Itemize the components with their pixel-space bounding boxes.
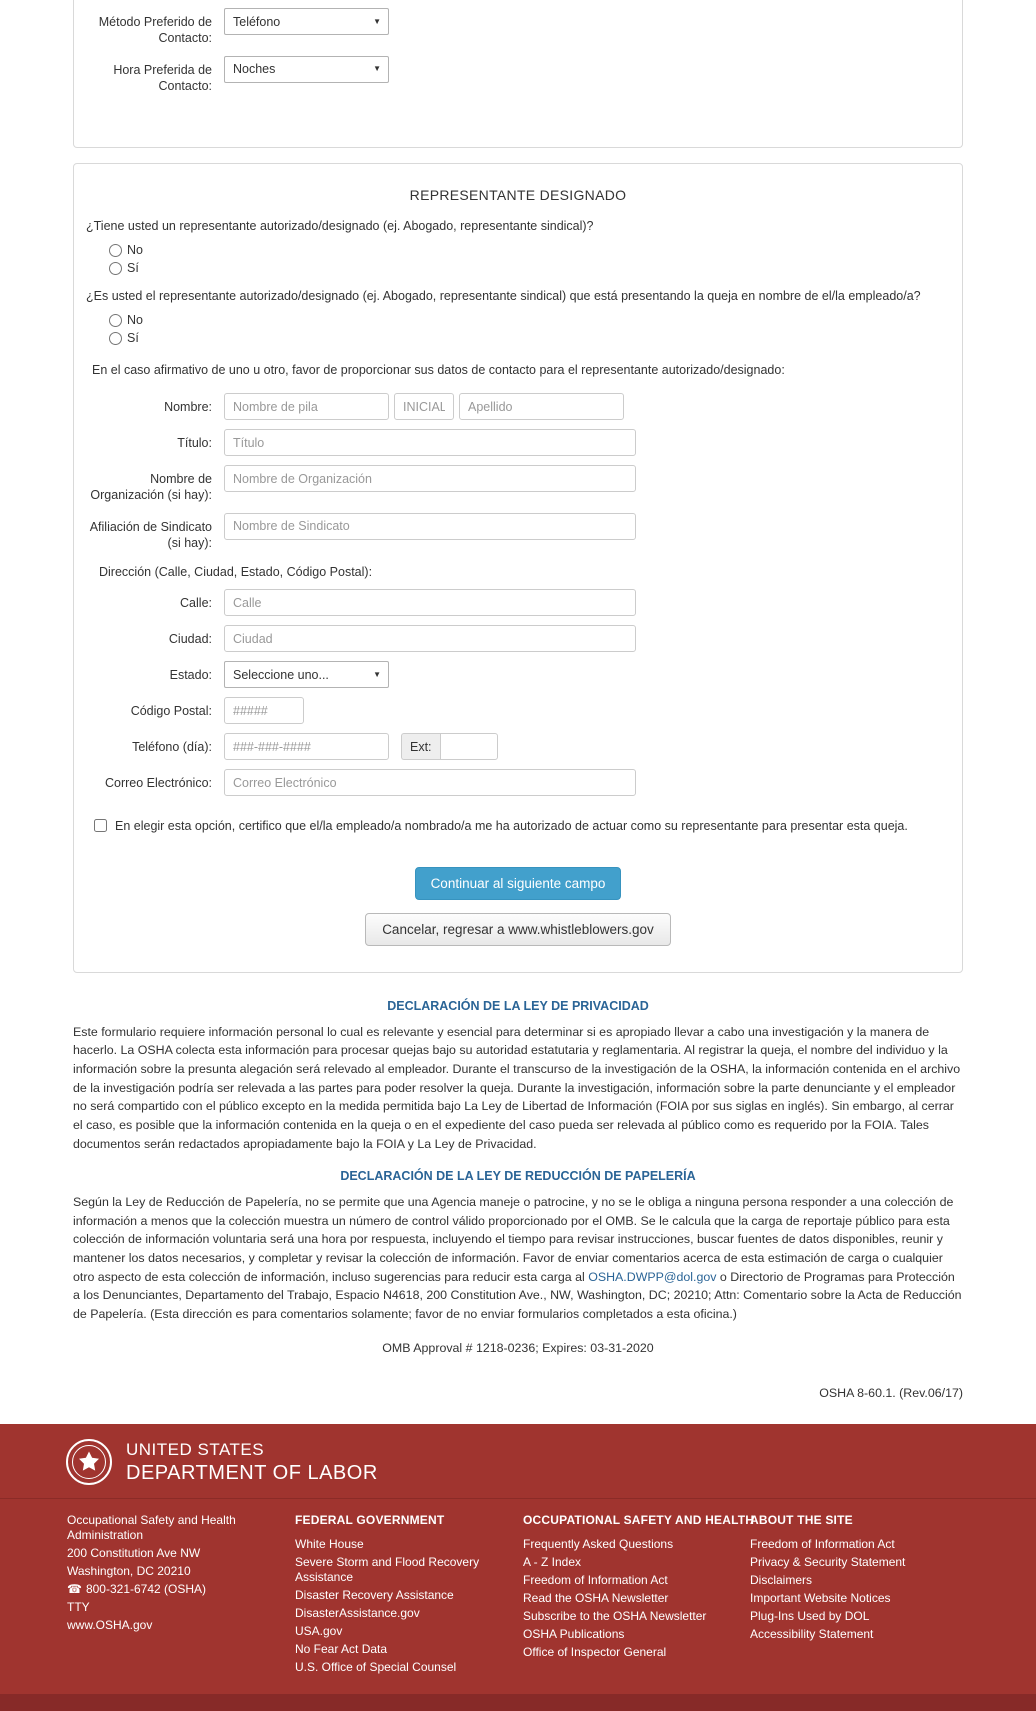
footer-link[interactable]: Disaster Recovery Assistance bbox=[295, 1588, 454, 1603]
first-name-input[interactable] bbox=[224, 393, 389, 420]
footer-tty-link[interactable]: TTY bbox=[67, 1600, 90, 1615]
phone-input[interactable] bbox=[224, 733, 389, 760]
q2-si-label: Sí bbox=[127, 331, 139, 345]
preferred-method-select[interactable] bbox=[224, 8, 389, 35]
union-label: Afiliación de Sindicato (si hay): bbox=[89, 519, 212, 550]
middle-initial-input[interactable] bbox=[394, 393, 454, 420]
footer-link[interactable]: Accessibility Statement bbox=[750, 1627, 874, 1642]
q1-si-radio[interactable] bbox=[109, 262, 122, 275]
footer-department-of-labor: DEPARTMENT OF LABOR bbox=[126, 1461, 378, 1484]
footer-link[interactable]: Plug-Ins Used by DOL bbox=[750, 1609, 870, 1624]
footer-link[interactable]: Freedom of Information Act bbox=[523, 1573, 668, 1588]
footer-link[interactable]: A - Z Index bbox=[523, 1555, 582, 1570]
footer-about-column bbox=[750, 1513, 965, 1678]
preferred-time-row bbox=[84, 56, 952, 95]
last-name-input[interactable] bbox=[459, 393, 624, 420]
title-label: Título: bbox=[177, 436, 212, 450]
phone-icon: ☎ bbox=[67, 1582, 82, 1597]
footer-links bbox=[0, 1499, 1036, 1694]
footer-osh-heading: OCCUPATIONAL SAFETY AND HEALTH bbox=[523, 1513, 755, 1528]
paperwork-act-heading: DECLARACIÓN DE LA LEY DE REDUCCIÓN DE PAPELERÍA bbox=[340, 1169, 696, 1184]
footer-link[interactable]: Privacy & Security Statement bbox=[750, 1555, 906, 1570]
preferred-time-value: Noches bbox=[233, 62, 276, 76]
footer-phone-number: 800-321-6742 (OSHA) bbox=[85, 1582, 207, 1597]
name-row bbox=[84, 393, 952, 420]
footer-city: Washington, DC 20210 bbox=[67, 1564, 191, 1579]
footer-link[interactable]: White House bbox=[295, 1537, 364, 1552]
footer-link[interactable]: USA.gov bbox=[295, 1624, 343, 1639]
footer-street: 200 Constitution Ave NW bbox=[67, 1546, 201, 1561]
zip-label: Código Postal: bbox=[130, 704, 212, 718]
q1-no-radio[interactable] bbox=[109, 244, 122, 257]
phone-label: Teléfono (día): bbox=[132, 740, 212, 754]
footer-link[interactable]: No Fear Act Data bbox=[295, 1642, 388, 1657]
q1-si-label: Sí bbox=[127, 261, 139, 275]
footer-address-column bbox=[67, 1513, 295, 1678]
footer-about-heading: ABOUT THE SITE bbox=[750, 1513, 853, 1528]
footer-link[interactable]: Freedom of Information Act bbox=[750, 1537, 895, 1552]
question-has-representative: ¿Tiene usted un representante autorizado/designado (ej. Abogado, representante sindical)? bbox=[86, 219, 594, 233]
q2-option-si[interactable] bbox=[109, 331, 952, 345]
union-row bbox=[84, 513, 952, 552]
city-label: Ciudad: bbox=[168, 632, 212, 646]
q2-no-radio[interactable] bbox=[109, 314, 122, 327]
footer-link[interactable]: OSHA Publications bbox=[523, 1627, 625, 1642]
street-input[interactable] bbox=[224, 589, 636, 616]
footer-link[interactable]: DisasterAssistance.gov bbox=[295, 1606, 420, 1621]
preferred-time-label: Hora Preferida de Contacto: bbox=[113, 62, 212, 93]
city-input[interactable] bbox=[224, 625, 636, 652]
footer-link[interactable]: Subscribe to the OSHA Newsletter bbox=[523, 1609, 707, 1624]
preferred-method-value: Teléfono bbox=[233, 14, 281, 29]
street-label: Calle: bbox=[180, 596, 212, 610]
email-input[interactable] bbox=[224, 769, 636, 796]
q2-no-label: No bbox=[127, 313, 143, 327]
continue-button[interactable]: Continuar al siguiente campo bbox=[415, 867, 622, 900]
footer-link[interactable]: Disclaimers bbox=[750, 1573, 813, 1588]
footer-link[interactable]: Read the OSHA Newsletter bbox=[523, 1591, 669, 1606]
q1-option-no[interactable] bbox=[109, 243, 952, 257]
zip-input[interactable] bbox=[224, 697, 304, 724]
union-input[interactable] bbox=[224, 513, 636, 540]
paperwork-body-before: Según la Ley de Reducción de Papelería, no se permite que una Agencia maneje o patrocine, y no se le obliga a ninguna persona responder a una colección de información a menos que la colección muestra un número de control válido proporcionado por el OMB. Se le calcula que la carga de reportaje público para esta colección de información voluntaria será una hora por respuesta, incluyendo el tiempo para revisar instrucciones, buscar fuentes de datos disponibles, reunir y mantener los datos necesarios, y completar y revisar la colección de información. Favor de enviar comentarios acerca de esta estimación de carga o cualquier otro aspecto de esta colección de información, incluso sugerencias para reducir esta carga al bbox=[73, 1195, 954, 1284]
q2-option-no[interactable] bbox=[109, 313, 952, 327]
email-row bbox=[84, 769, 952, 796]
certify-label: En elegir esta opción, certifico que el/la empleado/a nombrado/a me ha autorizado de actuar como su representante para presentar esta queja. bbox=[115, 819, 908, 833]
footer-united-states: UNITED STATES bbox=[126, 1439, 265, 1459]
organization-row bbox=[84, 465, 952, 504]
state-row bbox=[84, 661, 952, 688]
zip-row bbox=[84, 697, 952, 724]
state-label: Estado: bbox=[169, 668, 212, 682]
section-title: REPRESENTANTE DESIGNADO bbox=[409, 187, 627, 203]
cancel-button[interactable]: Cancelar, regresar a www.whistleblowers.gov bbox=[365, 913, 671, 946]
footer-link[interactable]: Important Website Notices bbox=[750, 1591, 891, 1606]
privacy-act-heading: DECLARACIÓN DE LA LEY DE PRIVACIDAD bbox=[387, 998, 649, 1013]
certify-checkbox[interactable] bbox=[94, 819, 107, 832]
footer-link[interactable]: Severe Storm and Flood Recovery Assistance bbox=[295, 1555, 480, 1585]
title-input[interactable] bbox=[224, 429, 636, 456]
dwpp-email-link[interactable]: OSHA.DWPP@dol.gov bbox=[588, 1269, 717, 1284]
q1-radio-group bbox=[109, 243, 952, 275]
q2-si-radio[interactable] bbox=[109, 332, 122, 345]
extension-label: Ext: bbox=[401, 733, 440, 760]
address-heading: Dirección (Calle, Ciudad, Estado, Código Postal): bbox=[99, 565, 373, 579]
preferred-method-label: Método Preferido de Contacto: bbox=[98, 15, 212, 46]
representative-instructions: En el caso afirmativo de uno u otro, favor de proporcionar sus datos de contacto para el representante autorizado/designado: bbox=[92, 363, 785, 377]
extension-group bbox=[401, 733, 498, 760]
extension-input[interactable] bbox=[440, 733, 498, 760]
footer-brand bbox=[0, 1424, 1036, 1499]
preferred-method-row bbox=[84, 8, 952, 47]
footer-osha-site-link[interactable]: www.OSHA.gov bbox=[67, 1618, 153, 1633]
street-row bbox=[84, 589, 952, 616]
footer-osh-column bbox=[523, 1513, 755, 1678]
footer-link[interactable]: Frequently Asked Questions bbox=[523, 1537, 674, 1552]
footer-org: Occupational Safety and Health Administration bbox=[67, 1513, 236, 1543]
footer-link[interactable]: Office of Inspector General bbox=[523, 1645, 667, 1660]
footer-federal-government-column bbox=[295, 1513, 523, 1678]
state-select-value: Seleccione uno... bbox=[233, 667, 329, 682]
q2-radio-group bbox=[109, 313, 952, 345]
privacy-act-body: Este formulario requiere información personal lo cual es relevante y esencial para determinar si es apropiado llevar a cabo una investigación y la manera de hacerlo. La OSHA colecta esta información para procesar quejas bajo su autoridad estatutaria y reglamentaria. Al registrar la queja, el nombre del individuo y la información sobre la presunta alegación será relevado al empleador. Durante el transcurso de la investigación de la OSHA, la información contenida en el archivo de la investigación podría ser relevada a las partes para poder resolver la queja. Durante la investigación, información sobre la parte denunciante y el empleador no será compartido con el público excepto en la medida permitida bajo La Ley de Libertad de Información (FOIA por sus siglas en inglés). Sin embargo, al cerrar el caso, es posible que la información contenida en la queja o en el expediente del caso pueda ser relevada al público como es requerido por la FOIA. Tales documentos serán redactados apropiadamente bajo la FOIA y La Ley de Privacidad. bbox=[73, 1024, 961, 1151]
paperwork-act-body bbox=[73, 1193, 963, 1323]
representative-panel bbox=[73, 163, 963, 973]
chevron-down-icon: ▼ bbox=[373, 669, 381, 679]
email-label: Correo Electrónico: bbox=[105, 776, 212, 790]
footer bbox=[0, 1424, 1036, 1711]
question-is-representative: ¿Es usted el representante autorizado/designado (ej. Abogado, representante sindical) que está presentando la queja en nombre de el/la empleado/a? bbox=[86, 289, 921, 303]
state-select[interactable] bbox=[224, 661, 389, 688]
chevron-down-icon: ▼ bbox=[373, 64, 381, 73]
footer-agency-name bbox=[126, 1440, 378, 1485]
contact-preferences-panel bbox=[73, 0, 963, 148]
certify-row[interactable] bbox=[94, 818, 952, 835]
q1-option-si[interactable] bbox=[109, 261, 952, 275]
title-row bbox=[84, 429, 952, 456]
form-number: OSHA 8-60.1. (Rev.06/17) bbox=[819, 1386, 963, 1401]
organization-input[interactable] bbox=[224, 465, 636, 492]
phone-row bbox=[84, 733, 952, 760]
preferred-time-select[interactable] bbox=[224, 56, 389, 83]
city-row bbox=[84, 625, 952, 652]
chevron-down-icon: ▼ bbox=[373, 16, 381, 26]
footer-federal-government-heading: FEDERAL GOVERNMENT bbox=[295, 1513, 445, 1528]
footer-phone[interactable] bbox=[67, 1582, 275, 1597]
dol-seal-logo bbox=[65, 1438, 113, 1486]
footer-bottom-strip bbox=[0, 1694, 1036, 1711]
paperwork-body-after: o Directorio de Programas para Protección a los Denunciantes, Departamento del Trabajo, Espacio N4618, 200 Constitution Ave., NW, Washington, DC; 20210; Attn: Comentario sobre la Acta de Reducción de Papelería. (Esta dirección es para comentarios solamente; favor de no enviar formularios completados a esta oficina.) bbox=[73, 1269, 962, 1321]
omb-approval: OMB Approval # 1218-0236; Expires: 03-31-2020 bbox=[382, 1341, 654, 1356]
legal-section bbox=[73, 999, 963, 1358]
footer-link[interactable]: U.S. Office of Special Counsel bbox=[295, 1660, 457, 1675]
organization-label: Nombre de Organización (si hay): bbox=[90, 472, 212, 503]
name-label: Nombre: bbox=[164, 400, 212, 414]
q1-no-label: No bbox=[127, 243, 143, 257]
